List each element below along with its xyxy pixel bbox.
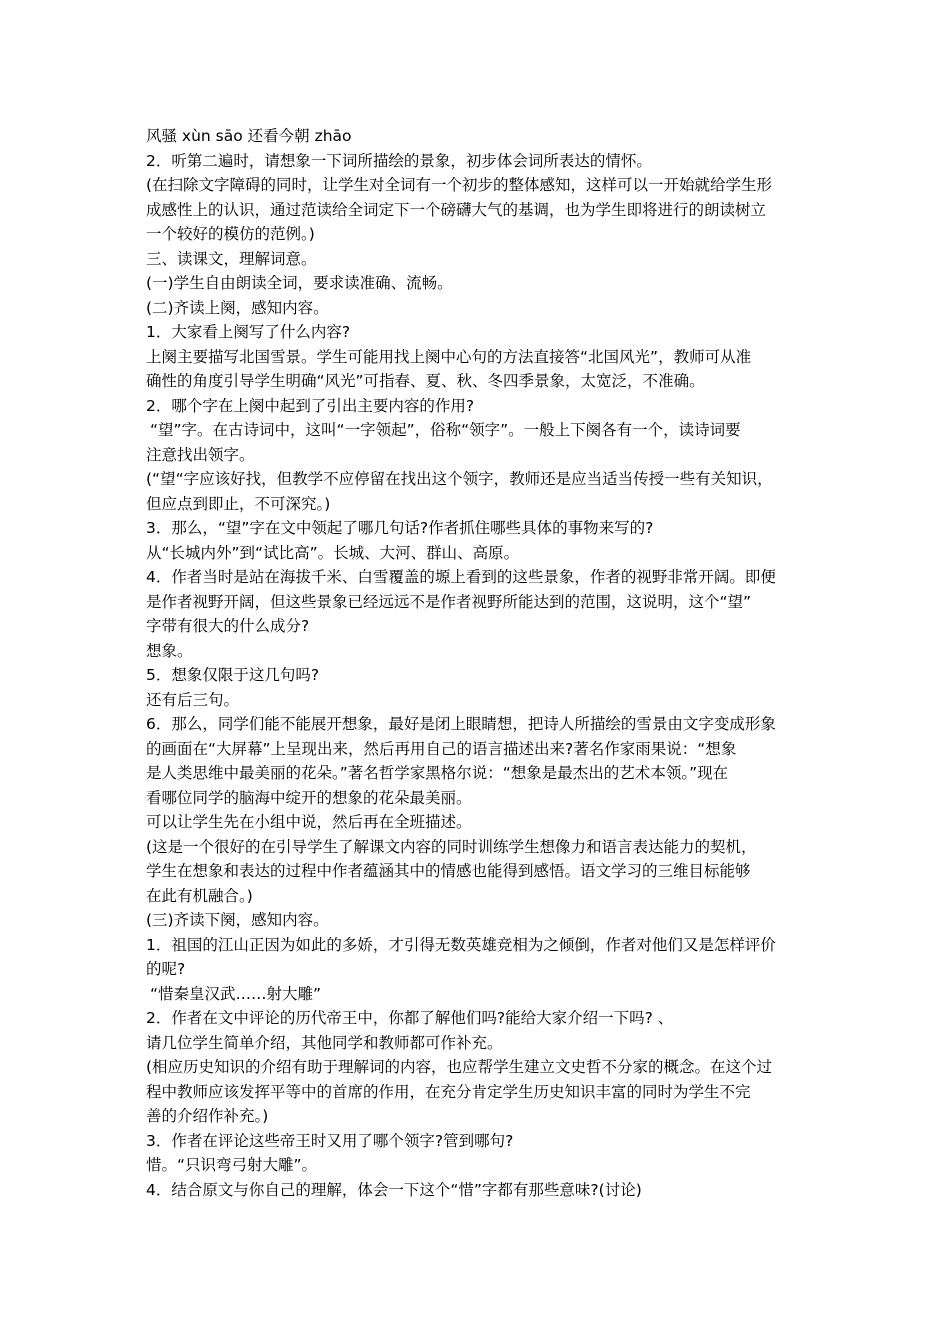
text-line: (相应历史知识的介绍有助于理解词的内容，也应帮学生建立文史哲不分家的概念。在这个过 <box>146 1058 773 1076</box>
text-line: 但应点到即止，不可深究。) <box>146 494 331 513</box>
text-line: 学生在想象和表达的过程中作者蕴涵其中的情感也能得到感悟。语文学习的三维目标能够 <box>146 862 751 880</box>
text-line: 风骚 xùn sāo 还看今朝 zhāo <box>146 127 352 145</box>
text-line: 可以让学生先在小组中说，然后再在全班描述。 <box>146 813 472 831</box>
text-line: 在此有机融合。) <box>146 886 253 905</box>
text-line: 1．大家看上阕写了什么内容? <box>146 323 351 341</box>
text-line: (二)齐读上阕，感知内容。 <box>146 298 329 317</box>
document-body <box>146 124 816 1202</box>
text-line: 3．作者在评论这些帝王时又用了哪个领字?管到哪句? <box>146 1131 514 1150</box>
text-line: 成感性上的认识，通过范读给全词定下一个磅礴大气的基调，也为学生即将进行的朗读树立 <box>146 200 767 219</box>
text-line: 惜。“只识弯弓射大雕”。 <box>146 1156 318 1174</box>
text-line: 上阕主要描写北国雪景。学生可能用找上阕中心句的方法直接答“北国风光”，教师可从准 <box>146 347 752 366</box>
text-line: (一)学生自由朗读全词，要求读准确、流畅。 <box>146 274 453 292</box>
text-line: 2．听第二遍时，请想象一下词所描绘的景象，初步体会词所表达的情怀。 <box>146 151 652 170</box>
section-heading: 三、读课文，理解词意。 <box>146 249 317 268</box>
text-line: 想象。 <box>146 641 193 660</box>
text-line: “惜秦皇汉武……射大雕” <box>150 984 322 1003</box>
text-line: 一个较好的模仿的范例。) <box>146 225 315 243</box>
text-line: 3．那么，“望”字在文中领起了哪几句话?作者抓住哪些具体的事物来写的? <box>146 519 654 537</box>
text-line: 4．作者当时是站在海拔千米、白雪覆盖的塬上看到的这些景象，作者的视野非常开阔。即便 <box>146 568 776 586</box>
text-line: 2．作者在文中评论的历代帝王中，你都了解他们吗?能给大家介绍一下吗? 、 <box>146 1009 674 1027</box>
text-line: 2．哪个字在上阕中起到了引出主要内容的作用? <box>146 396 475 415</box>
text-line: 的画面在“大屏幕”上呈现出来，然后再用自己的语言描述出来?著名作家雨果说：“想象 <box>146 739 737 758</box>
text-line: (在扫除文字障碍的同时，让学生对全词有一个初步的整体感知，这样可以一开始就给学生形 <box>146 176 773 194</box>
text-line: 善的介绍作补充。) <box>146 1107 269 1125</box>
text-line: 程中教师应该发挥平等中的首席的作用，在充分肯定学生历史知识丰富的同时为学生不完 <box>146 1082 751 1101</box>
text-line: 确性的角度引导学生明确“风光”可指春、夏、秋、冬四季景象，太宽泛，不准确。 <box>146 372 705 390</box>
text-line: (这是一个很好的在引导学生了解课文内容的同时训练学生想像力和语言表达能力的契机， <box>146 837 757 856</box>
text-line: 请几位学生简单介绍，其他同学和教师都可作补充。 <box>146 1033 503 1052</box>
text-line: “望”字。在古诗词中，这叫“一字领起”，俗称“领字”。一般上下阕各有一个，读诗词要 <box>150 421 741 439</box>
text-line: 4．结合原文与你自己的理解，体会一下这个“惜”字都有那些意味?(讨论) <box>146 1180 642 1199</box>
text-line: 6．那么，同学们能不能展开想象，最好是闭上眼睛想，把诗人所描绘的雪景由文字变成形象 <box>146 715 776 733</box>
text-line: 是作者视野开阔，但这些景象已经远远不是作者视野所能达到的范围，这说明，这个“望” <box>146 592 752 611</box>
text-line: 字带有很大的什么成分? <box>146 617 310 635</box>
text-line: 5．想象仅限于这几句吗? <box>146 666 320 684</box>
text-line: 是人类思维中最美丽的花朵。”著名哲学家黑格尔说：“想象是最杰出的艺术本领。”现在 <box>146 764 729 782</box>
text-line: 看哪位同学的脑海中绽开的想象的花朵最美丽。 <box>146 788 472 807</box>
text-line: 还有后三句。 <box>146 690 240 709</box>
text-line: 1．祖国的江山正因为如此的多娇，才引得无数英雄竞相为之倾倒，作者对他们又是怎样评价 <box>146 935 776 954</box>
text-line: (三)齐读下阕，感知内容。 <box>146 911 329 929</box>
text-line: (“望“字应该好找，但教学不应停留在找出这个领字，教师还是应当适当传授一些有关知识， <box>146 470 773 488</box>
text-line: 从“长城内外”到“试比高”。长城、大河、群山、高原。 <box>146 543 520 562</box>
text-line: 注意找出领字。 <box>146 445 255 464</box>
text-line: 的呢? <box>146 960 186 978</box>
